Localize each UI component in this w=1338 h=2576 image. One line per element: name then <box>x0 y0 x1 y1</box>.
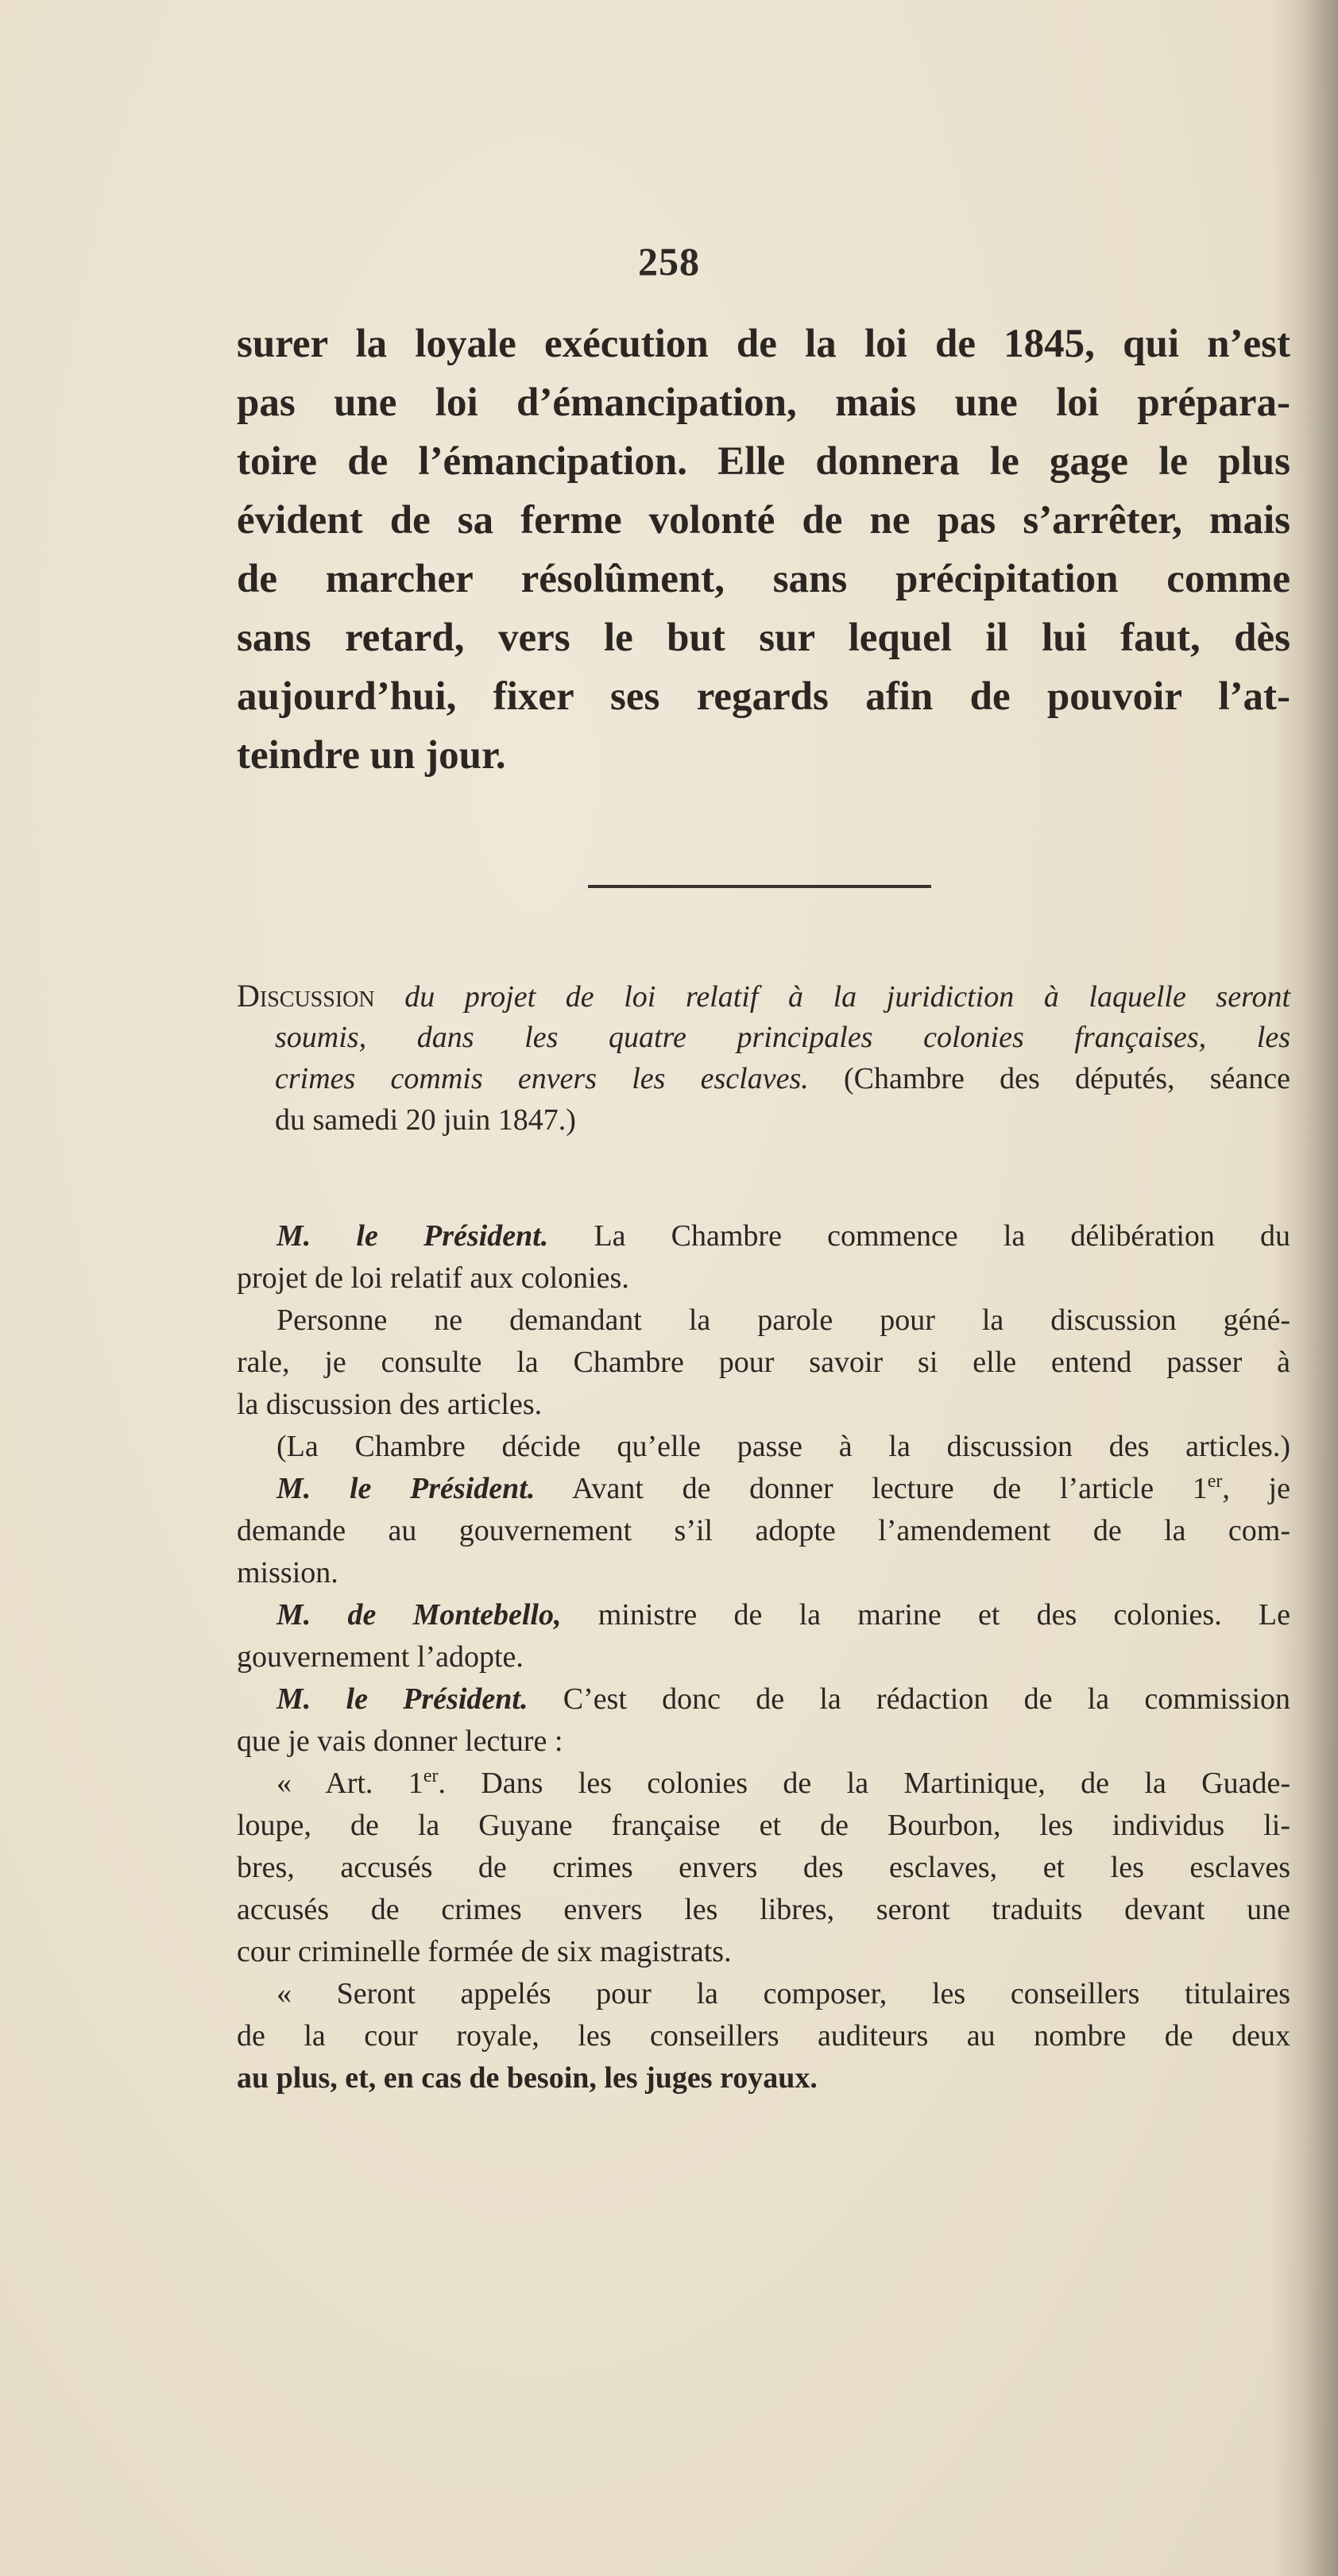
debate-line: mission. <box>237 1556 338 1589</box>
speaker-name: M. de Montebello, <box>276 1598 562 1632</box>
debate-line <box>237 1678 1290 1721</box>
body-line: sans retard, vers le but sur lequel il lui faut, dès <box>237 616 1290 660</box>
debate-line: bres, accusés de crimes envers des esclaves, et les esclaves <box>237 1851 1290 1884</box>
heading-line <box>237 975 1290 1017</box>
article-text: « Art. 1 <box>276 1767 423 1800</box>
heading-smallcaps: Discussion <box>237 978 375 1014</box>
debate-line: demande au gouvernement s’il adopte l’amendement de la com- <box>237 1514 1290 1547</box>
debate-line <box>237 1594 1290 1636</box>
speaker-name: M. le Président. <box>276 1219 549 1253</box>
body-line: aujourd’hui, fixer ses regards afin de pouvoir l’at- <box>237 674 1290 719</box>
body-line: teindre un jour. <box>237 733 506 778</box>
speech-text: , je <box>1222 1472 1290 1505</box>
ordinal-superscript: er <box>423 1766 439 1786</box>
heading-line <box>237 1058 1290 1099</box>
heading-line: du samedi 20 juin 1847.) <box>275 1103 576 1137</box>
speech-text: Avant de donner lecture de l’article 1 <box>571 1472 1208 1505</box>
debate-line: loupe, de la Guyane française et de Bourbon, les individus li- <box>237 1809 1290 1842</box>
speech-text: C’est donc de la rédaction de la commission <box>563 1682 1291 1716</box>
section-heading <box>237 975 1290 1141</box>
debate-line <box>237 1763 1290 1805</box>
heading-text: (Chambre des députés, séance <box>843 1062 1291 1095</box>
heading-italic: crimes commis envers les esclaves. <box>275 1062 809 1095</box>
speech-text: ministre de la marine et des colonies. Le <box>597 1598 1291 1632</box>
body-line: évident de sa ferme volonté de ne pas s’arrêter, mais <box>237 498 1290 543</box>
debate-line: au plus, et, en cas de besoin, les juges royaux. <box>237 2061 818 2095</box>
speaker-name: M. le Président. <box>276 1472 536 1505</box>
debate-transcript <box>237 1215 1290 2099</box>
debate-line: « Seront appelés pour la composer, les conseillers titulaires <box>276 1977 1290 2010</box>
heading-italic: soumis, dans les quatre principales colonies françaises, les <box>275 1021 1290 1054</box>
article-text: . Dans les colonies de la Martinique, de la Guade- <box>438 1767 1291 1800</box>
speech-text: La Chambre commence la délibération du <box>594 1219 1291 1253</box>
ordinal-superscript: er <box>1207 1471 1223 1492</box>
page-number: 258 <box>638 239 700 284</box>
heading-italic: du projet de loi relatif à la juridiction à laquelle seront <box>404 980 1291 1014</box>
section-separator <box>588 885 931 888</box>
debate-line: projet de loi relatif aux colonies. <box>237 1261 629 1295</box>
debate-line: la discussion des articles. <box>237 1388 543 1421</box>
debate-line: Personne ne demandant la parole pour la discussion géné- <box>276 1303 1290 1337</box>
debate-line <box>237 1468 1290 1510</box>
body-line: toire de l’émancipation. Elle donnera le gage le plus <box>237 439 1290 484</box>
body-line: de marcher résolûment, sans précipitation comme <box>237 557 1290 601</box>
debate-line <box>237 1215 1290 1257</box>
debate-line: de la cour royale, les conseillers auditeurs au nombre de deux <box>237 2019 1290 2053</box>
debate-line: (La Chambre décide qu’elle passe à la discussion des articles.) <box>276 1430 1290 1463</box>
debate-line: que je vais donner lecture : <box>237 1724 563 1758</box>
debate-line: rale, je consulte la Chambre pour savoir si elle entend passer à <box>237 1346 1290 1379</box>
debate-line: cour criminelle formée de six magistrats. <box>237 1935 732 1968</box>
body-line: pas une loi d’émancipation, mais une loi prépara- <box>237 380 1290 425</box>
debate-line: gouvernement l’adopte. <box>237 1640 524 1674</box>
body-line: surer la loyale exécution de la loi de 1845, qui n’est <box>237 322 1290 366</box>
body-paragraph <box>237 315 1290 785</box>
speaker-name: M. le Président. <box>276 1682 528 1716</box>
debate-line: accusés de crimes envers les libres, seront traduits devant une <box>237 1893 1290 1926</box>
heading-line <box>237 1017 1290 1058</box>
